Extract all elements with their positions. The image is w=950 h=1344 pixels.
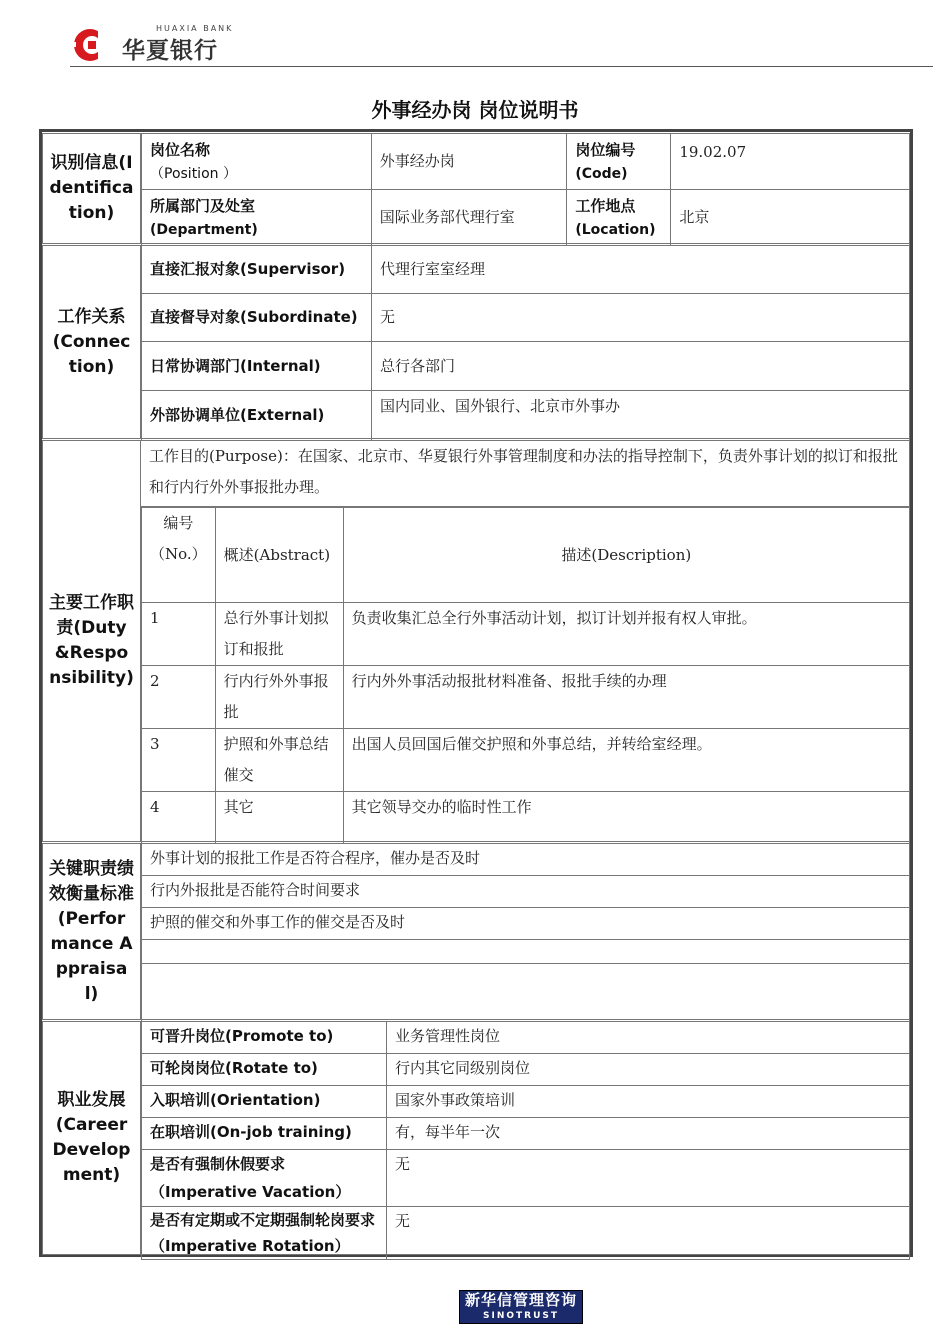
orientation-label: 入职培训(Orientation) (142, 1086, 387, 1118)
orientation-value: 国家外事政策培训 (387, 1086, 910, 1118)
connection-section (42, 245, 910, 439)
duty-no: 3 (142, 729, 216, 792)
connection-category-label: 工作关系(Connection) (43, 246, 141, 438)
supervisor-label: 直接汇报对象(Supervisor) (142, 246, 372, 294)
imperative-rotation-value: 无 (387, 1207, 910, 1260)
page-header (70, 22, 933, 67)
performance-item: 外事计划的报批工作是否符合程序，催办是否及时 (142, 844, 910, 876)
duty-no: 2 (142, 666, 216, 729)
code-label-en: (Code) (575, 166, 628, 182)
internal-value: 总行各部门 (372, 342, 910, 391)
external-label: 外部协调单位(External) (142, 391, 372, 441)
col-description-header: 描述(Description) (343, 508, 909, 603)
onjob-training-value: 有，每半年一次 (387, 1118, 910, 1150)
vacation-value: 无 (387, 1150, 910, 1207)
department-value: 国际业务部代理行室 (371, 190, 567, 246)
duty-no: 1 (142, 603, 216, 666)
duty-description: 负责收集汇总全行外事活动计划，拟订计划并报有权人审批。 (343, 603, 909, 666)
position-label-en: （Position ） (150, 166, 237, 182)
position-label: 岗位名称 (150, 141, 211, 159)
duty-abstract: 总行外事计划拟订和报批 (215, 603, 343, 666)
duty-section (42, 440, 910, 842)
internal-label: 日常协调部门(Internal) (142, 342, 372, 391)
performance-item (142, 940, 910, 964)
performance-item: 护照的催交和外事工作的催交是否及时 (142, 908, 910, 940)
footer-brand-cn: 新华信管理咨询 (464, 1291, 577, 1309)
subordinate-label: 直接督导对象(Subordinate) (142, 294, 372, 342)
performance-item (142, 964, 910, 1022)
duty-description: 出国人员回国后催交护照和外事总结，并转给室经理。 (343, 729, 909, 792)
bank-name-cn: 华夏银行 (122, 38, 218, 64)
performance-category-label: 关键职责绩效衡量标准(Performance Appraisal) (43, 844, 141, 1019)
connection-table (141, 245, 910, 441)
huaxia-bank-logo-icon (70, 26, 110, 64)
subordinate-value: 无 (372, 294, 910, 342)
identity-table (141, 133, 910, 246)
footer-brand-en: SINOTRUST (482, 1311, 559, 1321)
department-label: 所属部门及处室 (150, 197, 256, 215)
duty-abstract: 行内行外外事报批 (215, 666, 343, 729)
promote-value: 业务管理性岗位 (387, 1022, 910, 1054)
duty-no: 4 (142, 792, 216, 844)
duty-description: 行内外外事活动报批材料准备、报批手续的办理 (343, 666, 909, 729)
document-title: 外事经办岗 岗位说明书 (371, 98, 579, 122)
duty-abstract: 其它 (215, 792, 343, 844)
position-value: 外事经办岗 (371, 134, 567, 190)
duty-abstract: 护照和外事总结催交 (215, 729, 343, 792)
promote-label: 可晋升岗位(Promote to) (142, 1022, 387, 1054)
duty-row (142, 666, 910, 729)
duty-description: 其它领导交办的临时性工作 (343, 792, 909, 844)
onjob-training-label: 在职培训(On-job training) (142, 1118, 387, 1150)
duty-table (141, 507, 910, 844)
code-label: 岗位编号 (575, 141, 636, 159)
location-label-en: (Location) (575, 222, 656, 238)
career-category-label: 职业发展(Career Development) (43, 1022, 141, 1254)
duty-row (142, 729, 910, 792)
duty-category-label: 主要工作职责(Duty&Responsibility) (43, 441, 141, 841)
col-abstract-header: 概述(Abstract) (215, 508, 343, 603)
imperative-rotation-label: 是否有定期或不定期强制轮岗要求（Imperative Rotation） (142, 1207, 387, 1260)
career-section (42, 1021, 910, 1255)
supervisor-value: 代理行室室经理 (372, 246, 910, 294)
department-label-en: (Department) (150, 222, 258, 238)
duty-row (142, 792, 910, 844)
col-no-header: 编号（No.） (142, 508, 216, 603)
vacation-label: 是否有强制休假要求（Imperative Vacation） (142, 1150, 387, 1207)
performance-table (141, 843, 910, 1022)
identity-section (42, 133, 910, 244)
external-value: 国内同业、国外银行、北京市外事办 (372, 391, 910, 441)
career-table (141, 1021, 910, 1260)
performance-item: 行内外报批是否能符合时间要求 (142, 876, 910, 908)
performance-section (42, 843, 910, 1020)
code-value: 19.02.07 (671, 134, 910, 190)
duty-row (142, 603, 910, 666)
sinotrust-logo (459, 1290, 583, 1324)
rotate-label: 可轮岗岗位(Rotate to) (142, 1054, 387, 1086)
location-label: 工作地点 (575, 197, 636, 215)
location-value: 北京 (671, 190, 910, 246)
purpose-text: 工作目的(Purpose)：在国家、北京市、华夏银行外事管理制度和办法的指导控制下，负责外事计划的拟订和报批和行内行外外事报批办理。 (141, 441, 910, 507)
identity-category-label: 识别信息(Identification) (43, 134, 141, 243)
rotate-value: 行内其它同级别岗位 (387, 1054, 910, 1086)
bank-name-en: HUAXIA BANK (156, 24, 234, 33)
